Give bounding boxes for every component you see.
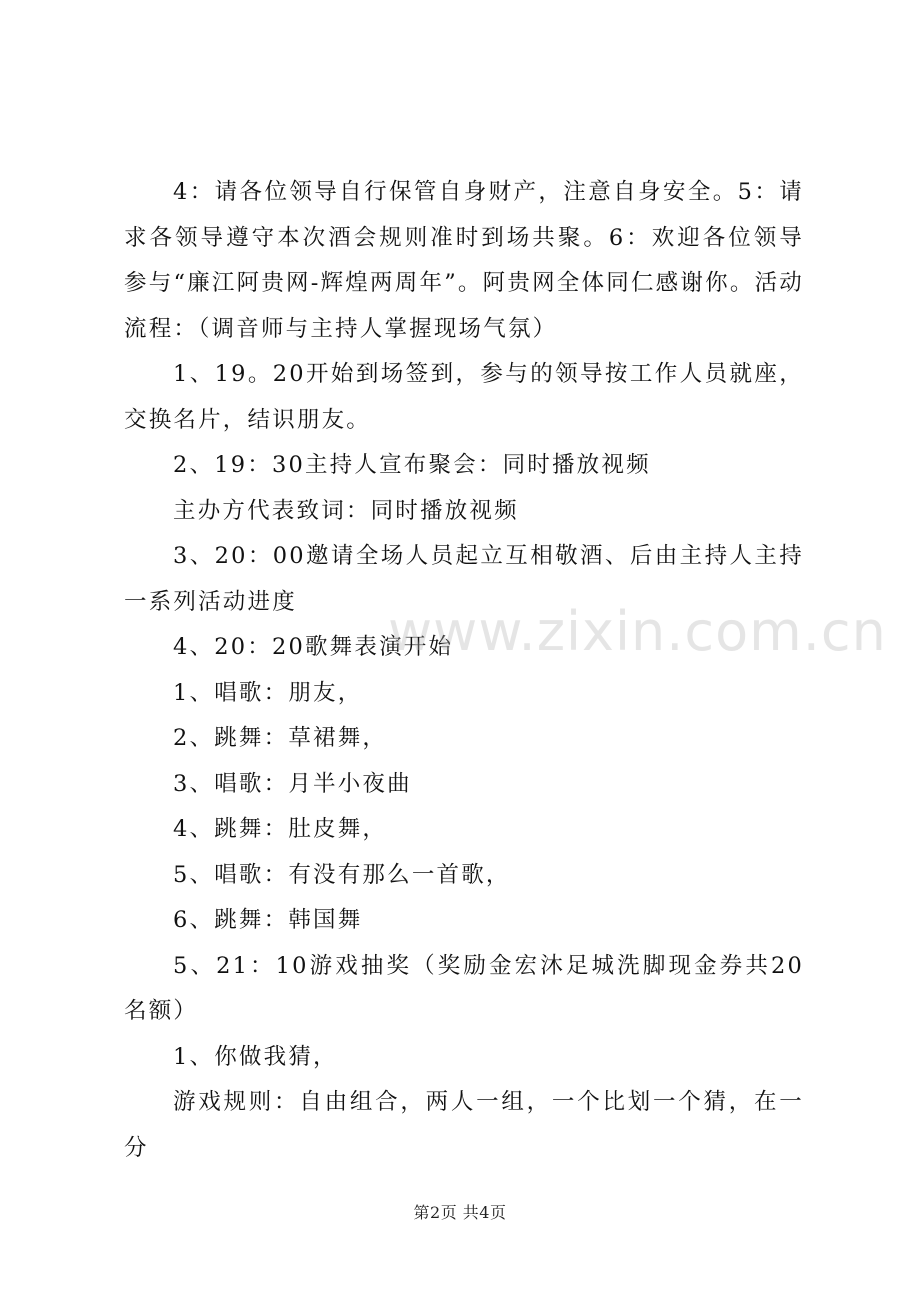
paragraph: 游戏规则：自由组合，两人一组，一个比划一个猜，在一分 bbox=[124, 1089, 804, 1161]
paragraph: 4：请各位领导自行保管自身财产，注意自身安全。5：请求各领导遵守本次酒会规则准时到场共聚。6：欢迎各位领导参与“廉江阿贵网-辉煌两周年”。阿贵网全体同仁感谢你。活动流程：（调音师与主持人掌握现场气氛） bbox=[124, 179, 804, 342]
paragraph: 1、19。20开始到场签到，参与的领导按工作人员就座，交换名片，结识朋友。 bbox=[124, 361, 804, 433]
paragraph: 5、21：10游戏抽奖（奖励金宏沐足城洗脚现金券共20名额） bbox=[124, 952, 804, 1024]
paragraph: 6、跳舞：韩国舞 bbox=[173, 907, 363, 933]
paragraph: 3、唱歌：月半小夜曲 bbox=[173, 770, 412, 797]
paragraph: 4、20：20歌舞表演开始 bbox=[173, 634, 454, 660]
page-footer: 第2页 共4页 bbox=[413, 1203, 507, 1222]
paragraph: 3、20：00邀请全场人员起立互相敬酒、后由主持人主持一系列活动进度 bbox=[124, 543, 804, 615]
paragraph: 5、唱歌：有没有那么一首歌， bbox=[173, 861, 511, 888]
document-body bbox=[124, 170, 804, 1171]
paragraph: 主办方代表致词：同时播放视频 bbox=[173, 497, 519, 524]
paragraph: 1、你做我猜， bbox=[173, 1043, 338, 1070]
paragraph: 1、唱歌：朋友， bbox=[173, 679, 363, 706]
paragraph: 2、跳舞：草裙舞， bbox=[173, 725, 388, 751]
paragraph: 2、19：30主持人宣布聚会：同时播放视频 bbox=[173, 452, 651, 478]
paragraph: 4、跳舞：肚皮舞， bbox=[173, 816, 388, 842]
watermark: www.zixin.com.cn bbox=[388, 600, 887, 663]
